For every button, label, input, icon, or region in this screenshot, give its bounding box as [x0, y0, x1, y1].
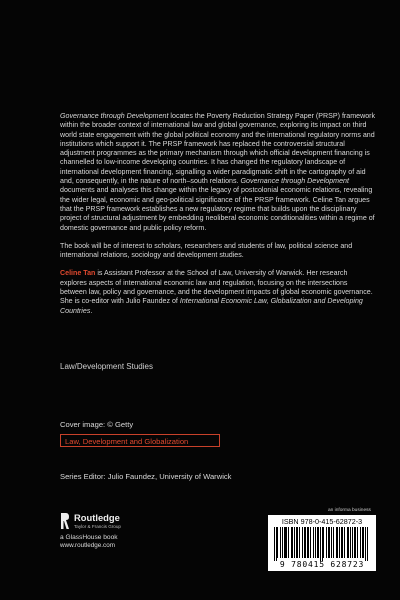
blurb-paragraph-1 — [60, 112, 376, 233]
barcode-bar — [331, 527, 332, 558]
barcode-bar — [315, 527, 316, 558]
book-title: Governance through Development — [60, 112, 169, 120]
barcode-bar — [299, 527, 300, 558]
barcode-bar — [292, 527, 293, 558]
cover-credit: Cover image: © Getty — [60, 420, 134, 429]
publisher-imprint: a GlassHouse book — [60, 534, 118, 541]
author-bio — [60, 269, 376, 315]
barcode-bar — [310, 527, 311, 558]
barcode-bar — [357, 527, 358, 558]
barcode-bar — [284, 527, 285, 558]
blurb — [60, 112, 376, 325]
barcode-bar — [355, 527, 356, 558]
blurb-text: locates the Poverty Reduction Strategy Paper (PRSP) framework within the broader context of international law and global governance, exploring its impact on third world state engagement with the global political economy and the international regulatory norms and institutions which support it. The PRSP framework has replaced the controversial structural adjustment programmes as the primary mechanism through which official development financing is channelled to low-income developing countries. It has changed the regulatory landscape of international development financing, signalling a wider paradigmatic shift in the cartography of aid and, consequently, in the nature of north–south relations. — [60, 112, 376, 186]
barcode-bar — [354, 527, 355, 558]
barcode-bar — [308, 527, 309, 558]
author-name: Celine Tan — [60, 269, 96, 278]
barcode-bar — [297, 527, 298, 558]
barcode-bar — [350, 527, 351, 558]
barcode-bar — [362, 527, 363, 558]
routledge-logo-icon — [60, 512, 70, 530]
publisher-group: Taylor & Francis Group — [74, 524, 121, 529]
series-editor: Series Editor: Julio Faundez, University of Warwick — [60, 472, 232, 481]
series-title: Law, Development and Globalization — [60, 434, 220, 447]
barcode-bar — [280, 527, 281, 558]
barcode-bar — [277, 527, 278, 558]
barcode-bar — [333, 527, 334, 558]
barcode-bar — [307, 527, 308, 558]
publisher-website: www.routledge.com — [60, 542, 115, 549]
barcode-bar — [317, 527, 318, 558]
subject-category: Law/Development Studies — [60, 362, 153, 371]
barcode-bar — [285, 527, 286, 558]
barcode-bar — [305, 527, 306, 558]
barcode-icon — [274, 527, 370, 561]
barcode-digits: 9 780415 628723 — [279, 560, 365, 569]
barcode-bar — [367, 527, 368, 561]
barcode-bar — [323, 527, 324, 558]
barcode-bar — [329, 527, 330, 558]
barcode-bar — [274, 527, 275, 561]
barcode-bar — [363, 527, 364, 558]
barcode — [268, 515, 376, 571]
barcode-bar — [336, 527, 337, 558]
barcode-bar — [294, 527, 295, 558]
barcode-bar — [318, 527, 319, 558]
barcode-bar — [302, 527, 303, 558]
barcode-bar — [304, 527, 305, 558]
barcode-bar — [291, 527, 292, 558]
publisher-name: Routledge — [74, 512, 120, 523]
barcode-bar — [326, 527, 327, 558]
isbn-text: ISBN 978-0-415-62872-3 — [281, 517, 363, 526]
barcode-bar — [328, 527, 329, 558]
barcode-bar — [337, 527, 338, 558]
barcode-bar — [365, 527, 366, 561]
barcode-bar — [341, 527, 342, 558]
bio-text: . — [90, 306, 93, 315]
barcode-bar — [313, 527, 314, 558]
barcode-bar — [320, 527, 321, 561]
book-title: Governance through Development — [240, 177, 349, 186]
barcode-bar — [296, 527, 297, 558]
barcode-bar — [286, 527, 287, 558]
blurb-text: documents and analyses this change within the legacy of postcolonial economic relations, revealing the wider legal, economic and geo-political significance of the PRSP framework. Celine Tan argues that the PRSP framework establishes a new regulatory regime that builds upon the disciplinary project of structural adjustment by embedding neoliberal economic conditionalities within a regime of domestic governance and public policy reform. — [60, 186, 375, 232]
barcode-bar — [348, 527, 349, 558]
barcode-bar — [339, 527, 340, 558]
barcode-bar — [342, 527, 343, 558]
barcode-bar — [344, 527, 345, 558]
barcode-bar — [276, 527, 277, 561]
informa-tagline: an informa business — [328, 508, 371, 513]
bio-text: is Assistant Professor at the School of Law, University of Warwick. Her research explores aspects of international economic law and regulation, focusing on the intersections between law, policy and governance, and the development impacts of global economic governance. She is co-editor with Julio Faundez of — [60, 269, 373, 306]
barcode-bar — [347, 527, 348, 558]
barcode-bar — [352, 527, 353, 558]
barcode-bar — [288, 527, 289, 558]
barcode-bar — [360, 527, 361, 558]
barcode-bar — [322, 527, 323, 561]
blurb-paragraph-2: The book will be of interest to scholars, researchers and students of law, political science and international relations, sociology and development studies. — [60, 241, 353, 260]
co-edited-book-title: International Economic Law, Globalization and Developing Countries — [60, 297, 363, 315]
barcode-bar — [282, 527, 283, 558]
